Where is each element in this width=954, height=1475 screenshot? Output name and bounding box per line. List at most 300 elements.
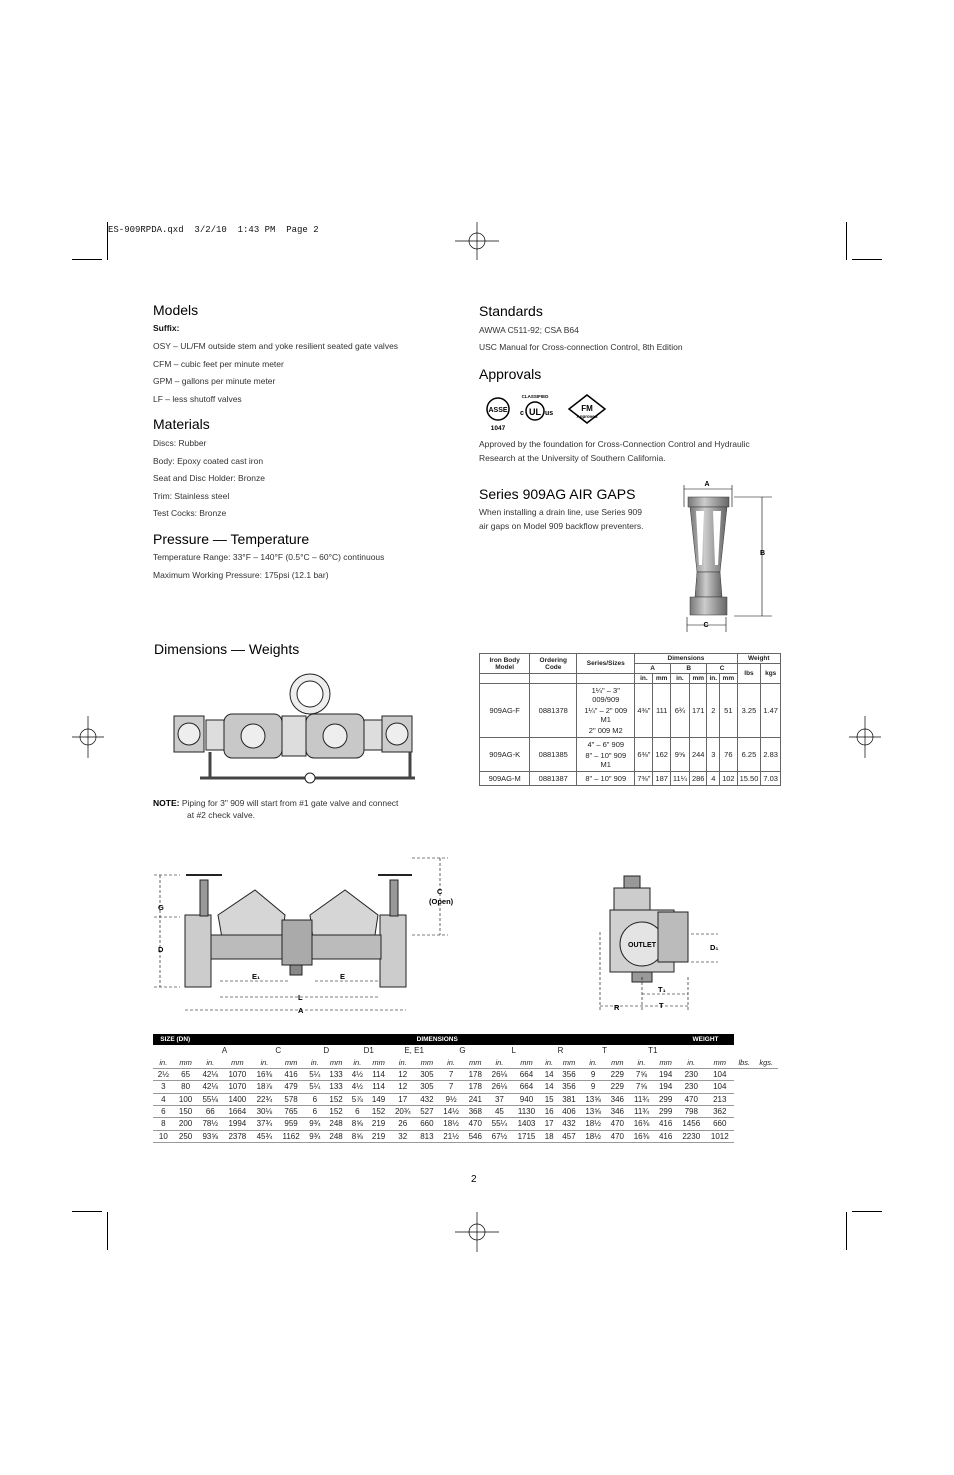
- table-cell: 20¾: [390, 1105, 416, 1117]
- ul-us-text: us: [545, 410, 554, 417]
- table-cell: 15: [541, 1093, 558, 1105]
- cell-code: 0881387: [530, 772, 577, 786]
- dim-unit: mm: [706, 1056, 735, 1068]
- table-cell: 16⅜: [252, 1068, 278, 1080]
- dim-label-t: T: [659, 1001, 664, 1010]
- table-cell: 22¾: [252, 1093, 278, 1105]
- approval-text: Research at the University of Southern California.: [479, 453, 666, 463]
- asse-logo: [487, 398, 509, 432]
- table-cell: 78½: [197, 1118, 223, 1130]
- table-cell: 470: [606, 1130, 629, 1142]
- table-cell: 14: [541, 1081, 558, 1093]
- page-number: 2: [471, 1174, 477, 1185]
- table-cell: 7: [438, 1068, 464, 1080]
- dim-unit: in.: [629, 1056, 655, 1068]
- table-cell: 5¼: [305, 1068, 325, 1080]
- cell-code: 0881378: [530, 684, 577, 738]
- note-line2: at #2 check valve.: [187, 810, 256, 820]
- table-cell: 14: [541, 1068, 558, 1080]
- dim-unit: mm: [558, 1056, 581, 1068]
- col-weight: Weight: [737, 654, 780, 664]
- table-cell: 17: [541, 1118, 558, 1130]
- table-cell: 362: [706, 1105, 735, 1117]
- models-title: Models: [153, 302, 199, 318]
- airgaps-text: air gaps on Model 909 backflow preventers.: [479, 521, 644, 531]
- table-cell: 55¼: [487, 1118, 513, 1130]
- table-cell: 16⅜: [629, 1130, 655, 1142]
- dim-label-c: C: [437, 887, 443, 896]
- cell-c-in: 2: [707, 684, 720, 738]
- dim-label-c-open: (Open): [429, 897, 454, 906]
- table-row: [153, 1081, 778, 1093]
- model-item: OSY – UL/FM outside stem and yoke resilient seated gate valves: [153, 341, 399, 351]
- table-cell: 229: [606, 1081, 629, 1093]
- table-cell: 114: [367, 1068, 390, 1080]
- top-view-drawing: [170, 672, 470, 792]
- standard-item: AWWA C511-92; CSA B64: [479, 325, 579, 335]
- cell-b-in: 9⅝: [670, 738, 689, 772]
- air-gap-drawing: [672, 477, 782, 637]
- end-view-drawing: [596, 872, 726, 1017]
- table-cell: 18½: [580, 1118, 606, 1130]
- note: [153, 798, 398, 808]
- dim-label-t1: T₁: [658, 985, 666, 994]
- col-size: SIZE (DN): [153, 1034, 197, 1045]
- table-cell: 219: [367, 1118, 390, 1130]
- table-cell: 4½: [347, 1068, 367, 1080]
- table-cell: 17: [390, 1093, 416, 1105]
- table-cell: 1012: [706, 1130, 735, 1142]
- table-cell: 248: [325, 1118, 348, 1130]
- cell-series: [577, 684, 635, 738]
- table-cell: 1664: [223, 1105, 252, 1117]
- table-cell: 55⅛: [197, 1093, 223, 1105]
- unit-in: in.: [670, 674, 689, 684]
- dim-unit: mm: [512, 1056, 541, 1068]
- table-cell: 4½: [347, 1081, 367, 1093]
- col-c: C: [707, 664, 737, 674]
- table-cell: 30⅛: [252, 1105, 278, 1117]
- table-cell: 432: [558, 1118, 581, 1130]
- table-cell: 470: [464, 1118, 487, 1130]
- table-cell: 660: [416, 1118, 439, 1130]
- cell-a-in: 4⅜": [635, 684, 653, 738]
- table-cell: 6: [347, 1105, 367, 1117]
- dim-label-d1: D₁: [710, 943, 719, 952]
- ul-text: UL: [529, 407, 541, 417]
- dim-unit: mm: [325, 1056, 348, 1068]
- material-item: Body: Epoxy coated cast iron: [153, 456, 264, 466]
- table-cell: 14½: [438, 1105, 464, 1117]
- dim-unit: in.: [580, 1056, 606, 1068]
- cell-b-mm: 171: [689, 684, 707, 738]
- col-lbs: lbs: [737, 664, 761, 684]
- table-cell: 1070: [223, 1068, 252, 1080]
- table-cell: 346: [606, 1105, 629, 1117]
- table-cell: 305: [416, 1068, 439, 1080]
- dim-label-e1: E₁: [252, 972, 261, 981]
- dim-unit: mm: [367, 1056, 390, 1068]
- airgaps-text: When installing a drain line, use Series 909: [479, 507, 643, 517]
- table-row: [480, 772, 781, 786]
- table-cell: 7⅝: [629, 1081, 655, 1093]
- dim-letter: E, E1: [404, 1046, 424, 1056]
- table-cell: 470: [677, 1093, 706, 1105]
- table-cell: 432: [416, 1093, 439, 1105]
- table-cell: 45¾: [252, 1130, 278, 1142]
- table-cell: 416: [277, 1068, 305, 1080]
- dim-unit: mm: [654, 1056, 677, 1068]
- table-cell: 9: [580, 1081, 606, 1093]
- table-cell: 5¼: [305, 1081, 325, 1093]
- table-row: [153, 1118, 778, 1130]
- col-iron-body: Iron Body Model: [480, 654, 530, 674]
- cell-b-in: 11¼: [670, 772, 689, 786]
- cell-series: [577, 738, 635, 772]
- table-cell: 416: [654, 1118, 677, 1130]
- table-cell: 178: [464, 1068, 487, 1080]
- table-cell: 299: [654, 1105, 677, 1117]
- standards-title: Standards: [479, 303, 543, 319]
- table-cell: 66: [197, 1105, 223, 1117]
- table-cell: 664: [512, 1081, 541, 1093]
- cell-kgs: 7.03: [761, 772, 781, 786]
- table-cell: 65: [174, 1068, 198, 1080]
- table-cell: 1400: [223, 1093, 252, 1105]
- table-cell: 213: [706, 1093, 735, 1105]
- dim-unit: mm: [277, 1056, 305, 1068]
- table-row: [153, 1068, 778, 1080]
- approvals-title: Approvals: [479, 366, 542, 382]
- table-cell: 104: [706, 1081, 735, 1093]
- dim-label-l: L: [298, 993, 303, 1002]
- table-cell: 1715: [512, 1130, 541, 1142]
- table-cell: 457: [558, 1130, 581, 1142]
- fm-sub-text: Approved: [576, 414, 598, 419]
- series-line: 8" – 10" 909 M1: [585, 751, 627, 769]
- table-cell: 67½: [487, 1130, 513, 1142]
- unit-mm: mm: [720, 674, 738, 684]
- table-cell: 26⅛: [487, 1081, 513, 1093]
- unit-mm: mm: [653, 674, 671, 684]
- dim-letter: C: [275, 1046, 282, 1056]
- dim-unit: kgs.: [755, 1056, 778, 1068]
- table-cell: 229: [606, 1068, 629, 1080]
- table-cell: 12: [390, 1081, 416, 1093]
- table-cell: 1456: [677, 1118, 706, 1130]
- table-cell: 813: [416, 1130, 439, 1142]
- cell-lbs: 6.25: [737, 738, 761, 772]
- cell-a-mm: 187: [653, 772, 671, 786]
- table-cell: 194: [654, 1068, 677, 1080]
- dim-unit: in.: [390, 1056, 416, 1068]
- table-row: [153, 1105, 778, 1117]
- table-cell: 26: [390, 1118, 416, 1130]
- table-cell: 6: [305, 1105, 325, 1117]
- table-cell: 2378: [223, 1130, 252, 1142]
- table-cell: 26⅛: [487, 1068, 513, 1080]
- table-cell: 230: [677, 1068, 706, 1080]
- cell-c-mm: 76: [720, 738, 738, 772]
- airgap-label-b: B: [760, 550, 766, 557]
- note-line1: Piping for 3" 909 will start from #1 gate valve and connect: [181, 798, 399, 808]
- table-cell: 9: [580, 1068, 606, 1080]
- dim-unit: in.: [305, 1056, 325, 1068]
- table-cell: 1162: [277, 1130, 305, 1142]
- dim-unit: mm: [174, 1056, 198, 1068]
- table-cell: 8⅝: [347, 1130, 367, 1142]
- dim-unit: in.: [487, 1056, 513, 1068]
- material-item: Test Cocks: Bronze: [153, 508, 227, 518]
- series-line: 1¼" – 2" 009 M1: [584, 706, 628, 724]
- cell-kgs: 2.83: [761, 738, 781, 772]
- table-cell: 305: [416, 1081, 439, 1093]
- cell-b-mm: 286: [689, 772, 707, 786]
- dim-unit: in.: [541, 1056, 558, 1068]
- asse-logo-text: ASSE: [488, 407, 508, 414]
- table-cell: 200: [174, 1118, 198, 1130]
- col-kgs: kgs: [761, 664, 781, 684]
- table-cell: 18⅞: [252, 1081, 278, 1093]
- table-cell: 1070: [223, 1081, 252, 1093]
- table-cell: 11¾: [629, 1093, 655, 1105]
- table-cell: 7: [438, 1081, 464, 1093]
- table-cell: 133: [325, 1068, 348, 1080]
- table-cell: 959: [277, 1118, 305, 1130]
- table-cell: 578: [277, 1093, 305, 1105]
- cell-model: 909AG-K: [480, 738, 530, 772]
- table-cell: 114: [367, 1081, 390, 1093]
- table-row: [153, 1130, 778, 1142]
- table-cell: 9¾: [305, 1118, 325, 1130]
- series-line: 8" – 10" 909: [585, 774, 627, 783]
- dim-letter: G: [459, 1046, 466, 1056]
- table-cell: 660: [706, 1118, 735, 1130]
- table-cell: 12: [390, 1068, 416, 1080]
- table-cell: 479: [277, 1081, 305, 1093]
- dim-unit: in.: [438, 1056, 464, 1068]
- ul-c-text: c: [520, 410, 524, 417]
- table-cell: 9½: [438, 1093, 464, 1105]
- table-cell: 940: [512, 1093, 541, 1105]
- table-cell: 18: [541, 1130, 558, 1142]
- table-cell: 13⅝: [580, 1093, 606, 1105]
- col-series-sizes: Series/Sizes: [577, 654, 635, 674]
- file-slug: ES-909RPDA.qxd 3/2/10 1:43 PM Page 2: [108, 225, 319, 235]
- table-cell: 1403: [512, 1118, 541, 1130]
- pressure-item: Temperature Range: 33°F – 140°F (0.5°C – 60°C) continuous: [153, 552, 385, 562]
- table-cell: 80: [174, 1081, 198, 1093]
- material-item: Seat and Disc Holder: Bronze: [153, 473, 265, 483]
- table-cell: 149: [367, 1093, 390, 1105]
- dim-unit: mm: [606, 1056, 629, 1068]
- dim-label-e: E: [340, 972, 346, 981]
- table-cell: 546: [464, 1130, 487, 1142]
- series-line: 2" 009 M2: [588, 726, 623, 735]
- dim-unit: in.: [153, 1056, 174, 1068]
- col-dimensions: Dimensions: [635, 654, 737, 664]
- material-item: Discs: Rubber: [153, 438, 207, 448]
- table-row: [480, 684, 781, 738]
- table-cell: 230: [677, 1081, 706, 1093]
- table-cell: 6: [153, 1105, 174, 1117]
- table-cell: 381: [558, 1093, 581, 1105]
- table-row: [153, 1093, 778, 1105]
- cell-a-mm: 111: [653, 684, 671, 738]
- col-weight: WEIGHT: [677, 1034, 734, 1045]
- table-cell: 664: [512, 1068, 541, 1080]
- table-cell: 356: [558, 1068, 581, 1080]
- table-cell: 248: [325, 1130, 348, 1142]
- table-cell: 11¾: [629, 1105, 655, 1117]
- cell-model: 909AG-M: [480, 772, 530, 786]
- cell-b-in: 6¾: [670, 684, 689, 738]
- cell-lbs: 15.50: [737, 772, 761, 786]
- cell-a-in: 7⅜": [635, 772, 653, 786]
- dim-letter: D1: [363, 1046, 374, 1056]
- table-cell: 45: [487, 1105, 513, 1117]
- table-cell: 37¾: [252, 1118, 278, 1130]
- table-cell: 2½: [153, 1068, 174, 1080]
- table-cell: 7⅝: [629, 1068, 655, 1080]
- table-cell: 9¾: [305, 1130, 325, 1142]
- table-cell: 250: [174, 1130, 198, 1142]
- side-view-drawing: [150, 855, 460, 1015]
- table-cell: 152: [367, 1105, 390, 1117]
- pressure-title: Pressure — Temperature: [153, 531, 310, 547]
- table-cell: 765: [277, 1105, 305, 1117]
- table-cell: 42⅛: [197, 1068, 223, 1080]
- cell-a-in: 6⅜": [635, 738, 653, 772]
- ul-classified-logo: [520, 394, 553, 420]
- material-item: Trim: Stainless steel: [153, 491, 230, 501]
- dim-label-d: D: [158, 945, 164, 954]
- table-cell: 219: [367, 1130, 390, 1142]
- dimensions-table: [153, 1034, 778, 1143]
- table-cell: 100: [174, 1093, 198, 1105]
- unit-in: in.: [635, 674, 653, 684]
- table-cell: 1994: [223, 1118, 252, 1130]
- series-line: 4" – 6" 909: [587, 740, 625, 749]
- table-cell: 3: [153, 1081, 174, 1093]
- pressure-item: Maximum Working Pressure: 175psi (12.1 bar): [153, 570, 329, 580]
- dim-unit: mm: [416, 1056, 439, 1068]
- table-cell: 406: [558, 1105, 581, 1117]
- table-cell: 10: [153, 1130, 174, 1142]
- dim-unit: in.: [197, 1056, 223, 1068]
- unit-in: in.: [707, 674, 720, 684]
- col-a: A: [635, 664, 671, 674]
- col-ordering-code: Ordering Code: [530, 654, 577, 674]
- cell-c-mm: 102: [720, 772, 738, 786]
- table-cell: 368: [464, 1105, 487, 1117]
- table-cell: 5⅞: [347, 1093, 367, 1105]
- approval-logos: [479, 392, 619, 432]
- cell-c-in: 3: [707, 738, 720, 772]
- dim-unit: mm: [464, 1056, 487, 1068]
- fm-approved-logo: [569, 395, 605, 423]
- cell-c-in: 4: [707, 772, 720, 786]
- table-cell: 133: [325, 1081, 348, 1093]
- dim-unit: mm: [223, 1056, 252, 1068]
- table-cell: 152: [325, 1093, 348, 1105]
- outlet-label: OUTLET: [628, 942, 656, 949]
- table-cell: 299: [654, 1093, 677, 1105]
- table-cell: 2230: [677, 1130, 706, 1142]
- standard-item: USC Manual for Cross-connection Control, 8th Edition: [479, 342, 683, 352]
- table-cell: 152: [325, 1105, 348, 1117]
- table-cell: 150: [174, 1105, 198, 1117]
- model-item: GPM – gallons per minute meter: [153, 376, 276, 386]
- table-cell: 18½: [438, 1118, 464, 1130]
- fm-text: FM: [581, 404, 593, 413]
- dim-letter: T: [602, 1046, 607, 1056]
- table-cell: 4: [153, 1093, 174, 1105]
- dim-label-r: R: [614, 1003, 620, 1012]
- materials-title: Materials: [153, 416, 210, 432]
- table-cell: 356: [558, 1081, 581, 1093]
- dimensions-title: Dimensions — Weights: [154, 641, 300, 657]
- table-cell: 1130: [512, 1105, 541, 1117]
- table-cell: 104: [706, 1068, 735, 1080]
- model-item: CFM – cubic feet per minute meter: [153, 359, 284, 369]
- ul-classified-text: CLASSIFIED: [521, 394, 549, 399]
- dim-label-a: A: [298, 1006, 304, 1015]
- cell-c-mm: 51: [720, 684, 738, 738]
- dim-unit: in.: [252, 1056, 278, 1068]
- cell-b-mm: 244: [689, 738, 707, 772]
- table-cell: 93⅝: [197, 1130, 223, 1142]
- suffix-label: Suffix:: [153, 323, 180, 333]
- cell-kgs: 1.47: [761, 684, 781, 738]
- table-cell: 16: [541, 1105, 558, 1117]
- dim-unit: lbs.: [734, 1056, 755, 1068]
- table-cell: 416: [654, 1130, 677, 1142]
- table-cell: 8: [153, 1118, 174, 1130]
- note-label: NOTE:: [153, 798, 180, 808]
- table-cell: 241: [464, 1093, 487, 1105]
- cell-model: 909AG-F: [480, 684, 530, 738]
- dim-letter: R: [557, 1046, 564, 1056]
- cell-a-mm: 162: [653, 738, 671, 772]
- cell-lbs: 3.25: [737, 684, 761, 738]
- dim-letter: T1: [648, 1046, 658, 1056]
- cell-code: 0881385: [530, 738, 577, 772]
- table-cell: 8⅝: [347, 1118, 367, 1130]
- table-cell: 346: [606, 1093, 629, 1105]
- table-cell: 527: [416, 1105, 439, 1117]
- table-cell: 42⅛: [197, 1081, 223, 1093]
- table-cell: 32: [390, 1130, 416, 1142]
- col-b: B: [670, 664, 707, 674]
- series-line: 1¼" – 3" 009/909: [591, 686, 620, 704]
- airgap-table: [479, 653, 781, 786]
- table-cell: 37: [487, 1093, 513, 1105]
- dim-label-g: G: [158, 903, 164, 912]
- airgaps-title: Series 909AG AIR GAPS: [479, 486, 636, 502]
- table-cell: 470: [606, 1118, 629, 1130]
- approval-text: Approved by the foundation for Cross-Connection Control and Hydraulic: [479, 439, 750, 449]
- cell-series: [577, 772, 635, 786]
- dim-letter: L: [511, 1046, 516, 1056]
- table-cell: 178: [464, 1081, 487, 1093]
- col-dimensions: DIMENSIONS: [197, 1034, 677, 1045]
- dim-unit: in.: [347, 1056, 367, 1068]
- table-cell: 6: [305, 1093, 325, 1105]
- table-cell: 13⅝: [580, 1105, 606, 1117]
- model-item: LF – less shutoff valves: [153, 394, 242, 404]
- table-cell: 194: [654, 1081, 677, 1093]
